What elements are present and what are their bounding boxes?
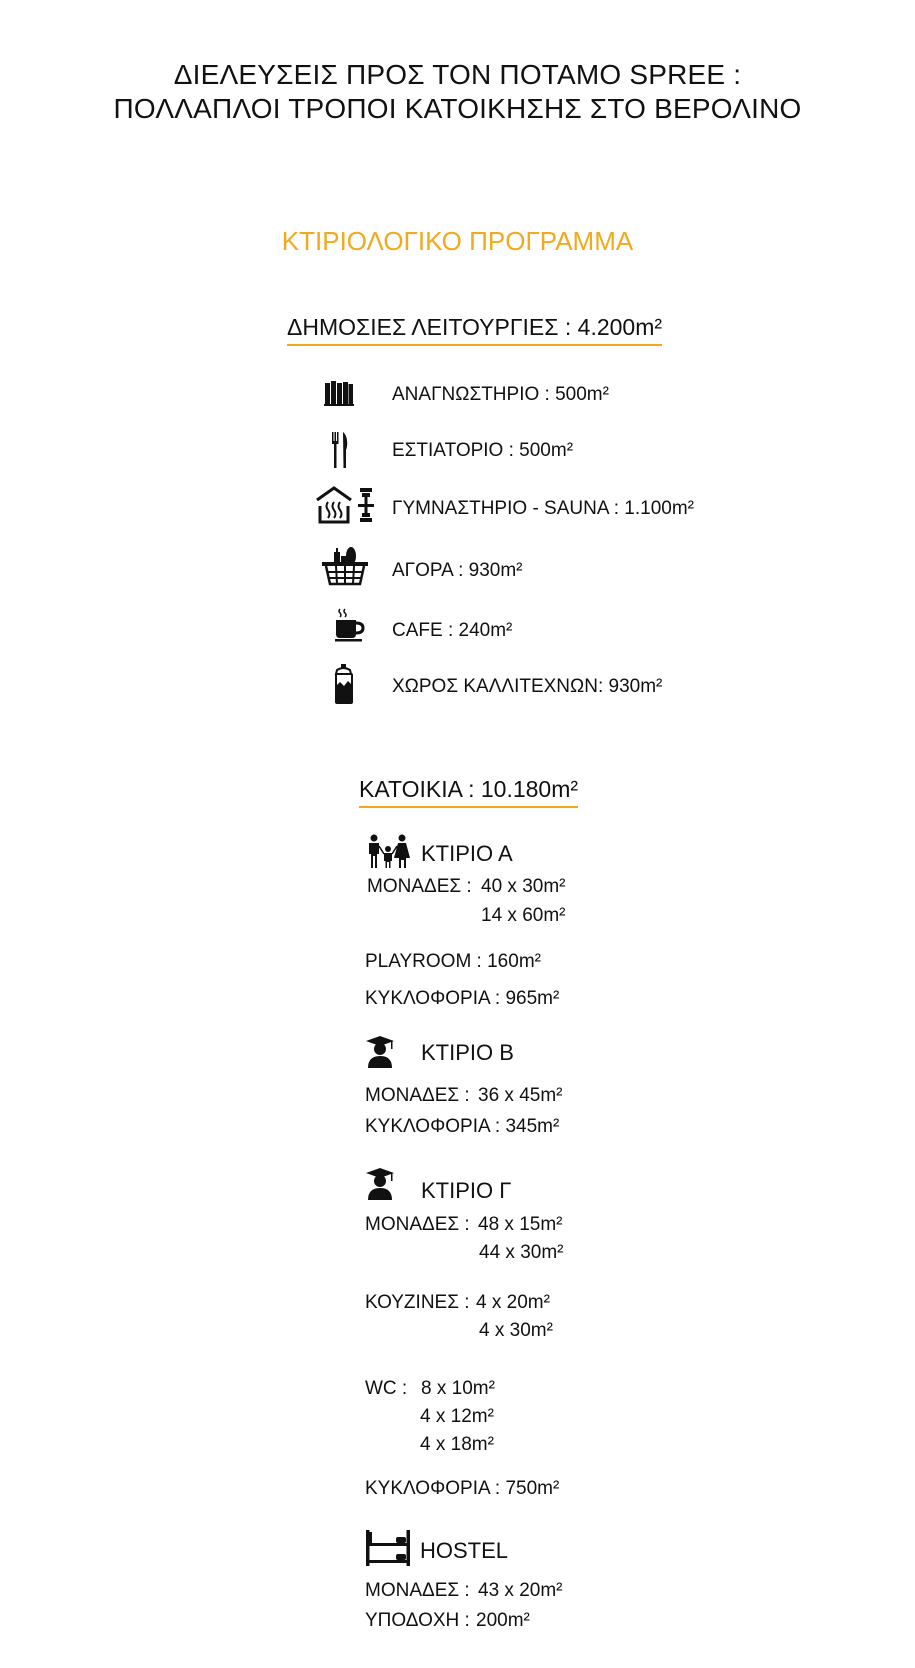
public-item-gym-sauna: ΓΥΜΝΑΣΤΗΡΙΟ - SAUNA : 1.100m² xyxy=(392,498,694,519)
building-c-wc-3: 4 x 18m² xyxy=(420,1434,494,1455)
building-c-kitchens-2: 4 x 30m² xyxy=(479,1320,553,1341)
spray-can-icon xyxy=(334,664,354,704)
public-item-artists-space: ΧΩΡΟΣ ΚΑΛΛΙΤΕΧΝΩΝ: 930m² xyxy=(392,676,663,697)
title-line-2: ΠΟΛΛΑΠΛΟΙ ΤΡΟΠΟΙ ΚΑΤΟΙΚΗΣΗΣ ΣΤΟ ΒΕΡΟΛΙΝΟ xyxy=(113,93,802,124)
building-a-units-2: 14 x 60m² xyxy=(481,905,566,926)
public-item-market: ΑΓΟΡΑ : 930m² xyxy=(392,560,523,581)
building-c-circulation: ΚΥΚΛΟΦΟΡΙΑ : 750m² xyxy=(365,1478,560,1499)
building-a-units-1: 40 x 30m² xyxy=(481,876,566,897)
building-c-wc-label: WC : xyxy=(365,1378,408,1399)
title-line-1: ΔΙΕΛΕΥΣΕΙΣ ΠΡΟΣ ΤΟΝ ΠΟΤΑΜΟ SPREE : xyxy=(173,59,742,90)
coffee-cup-icon xyxy=(335,608,367,642)
building-c-wc-2: 4 x 12m² xyxy=(420,1406,494,1427)
building-c-units-2: 44 x 30m² xyxy=(479,1242,564,1263)
building-c-units-1: 48 x 15m² xyxy=(478,1214,563,1235)
family-icon xyxy=(366,834,410,868)
basket-icon xyxy=(322,546,368,586)
fork-knife-icon xyxy=(331,432,349,468)
student-icon xyxy=(366,1168,394,1200)
building-c-units-label: ΜΟΝΑΔΕΣ : xyxy=(365,1214,470,1235)
public-item-cafe: CAFE : 240m² xyxy=(392,620,513,641)
building-c-kitchens-1: 4 x 20m² xyxy=(476,1292,550,1313)
hostel-name: HOSTEL xyxy=(420,1538,509,1563)
hostel-units-1: 43 x 20m² xyxy=(478,1580,563,1601)
program-heading: ΚΤΙΡΙΟΛΟΓΙΚΟ ΠΡΟΓΡΑΜΜΑ xyxy=(281,226,634,256)
building-c-kitchens-label: ΚΟΥΖΙΝΕΣ : xyxy=(365,1292,470,1313)
hostel-units-label: ΜΟΝΑΔΕΣ : xyxy=(365,1580,470,1601)
building-c-name: ΚΤΙΡΙΟ Γ xyxy=(421,1178,512,1203)
building-a-name: ΚΤΙΡΙΟ Α xyxy=(421,841,513,866)
hostel-capacity-1: 200m² xyxy=(476,1610,530,1631)
building-c-wc-1: 8 x 10m² xyxy=(421,1378,495,1399)
hostel-capacity-label: ΥΠΟΔΟΧΗ : xyxy=(365,1610,470,1631)
student-icon xyxy=(366,1036,394,1068)
public-item-reading-room: ΑΝΑΓΝΩΣΤΗΡΙΟ : 500m² xyxy=(392,384,609,405)
building-a-units-label: ΜΟΝΑΔΕΣ : xyxy=(367,876,472,897)
sauna-dumbbell-icon xyxy=(315,486,379,526)
building-a-playroom: PLAYROOM : 160m² xyxy=(365,951,541,972)
building-b-circulation: ΚΥΚΛΟΦΟΡΙΑ : 345m² xyxy=(365,1116,560,1137)
books-icon xyxy=(324,380,354,406)
public-item-restaurant: ΕΣΤΙΑΤΟΡΙΟ : 500m² xyxy=(392,440,574,461)
building-b-units-label: ΜΟΝΑΔΕΣ : xyxy=(365,1085,470,1106)
housing-heading: ΚΑΤΟΙΚΙΑ : 10.180m² xyxy=(359,776,578,808)
building-a-circulation: ΚΥΚΛΟΦΟΡΙΑ : 965m² xyxy=(365,988,560,1009)
bunk-bed-icon xyxy=(366,1530,410,1566)
building-b-name: ΚΤΙΡΙΟ Β xyxy=(421,1040,514,1065)
building-b-units-1: 36 x 45m² xyxy=(478,1085,563,1106)
public-functions-heading: ΔΗΜΟΣΙΕΣ ΛΕΙΤΟΥΡΓΙΕΣ : 4.200m² xyxy=(287,314,662,346)
